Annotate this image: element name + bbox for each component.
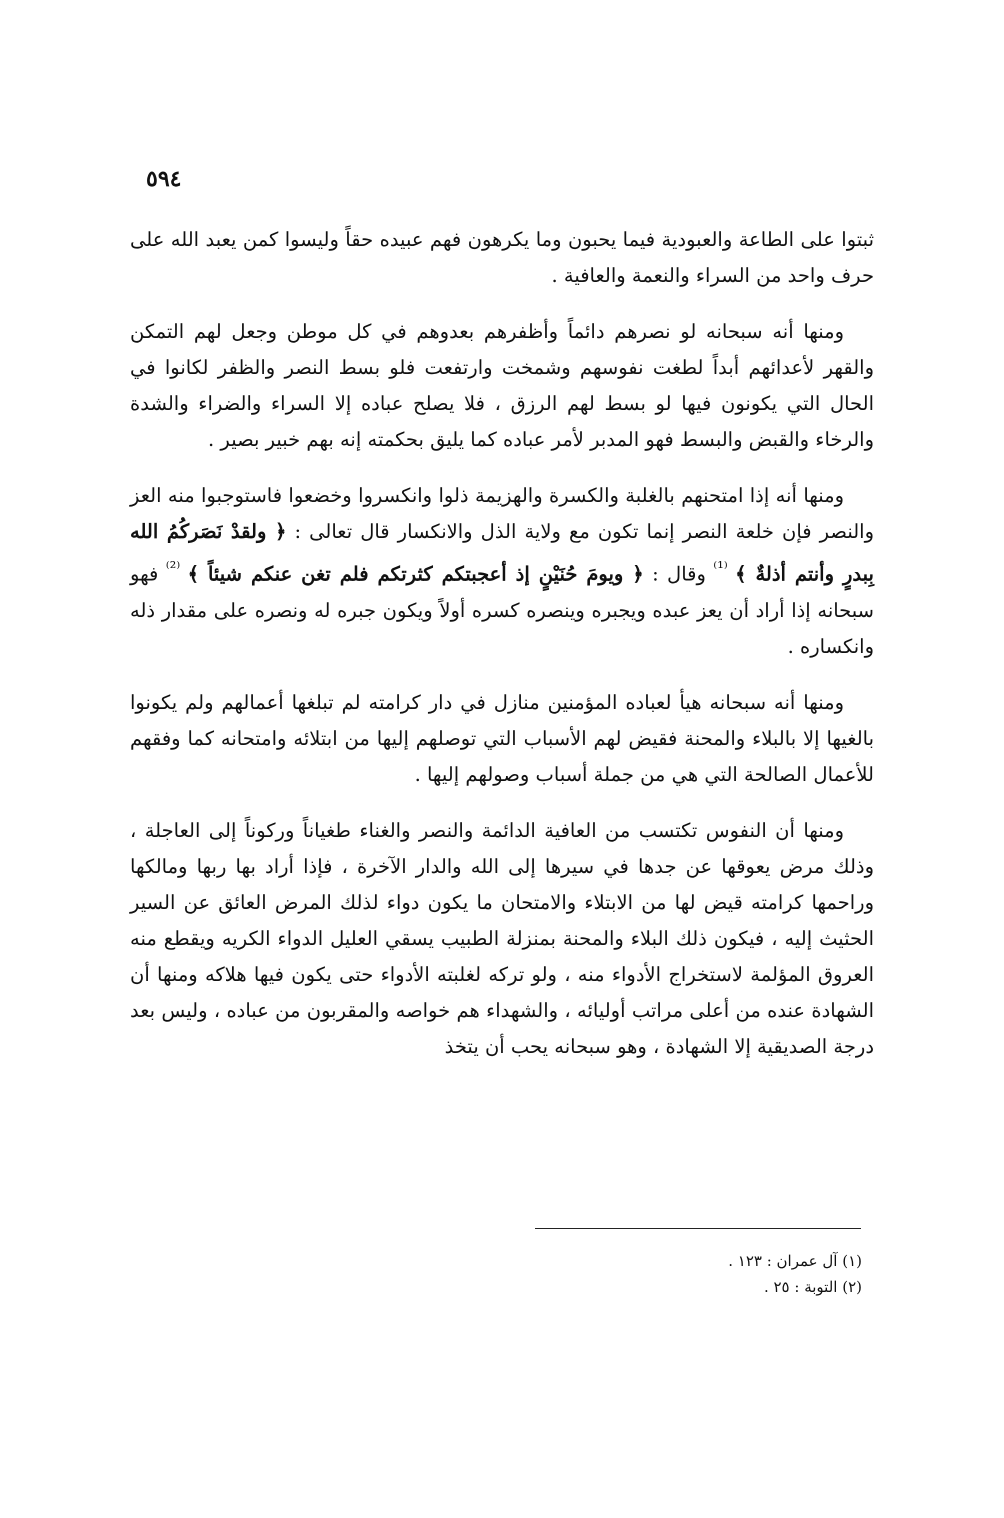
paragraph-3 (130, 478, 874, 665)
paragraph-3-text-a: ومنها أنه إذا امتحنهم بالغلبة والكسرة والهزيمة ذلوا وانكسروا وخضعوا فاستوجبوا منه العز والنصر فإن خلعة النصر إنما تكون مع ولاية الذل والانكسار قال تعالى : (130, 484, 874, 543)
footnote-divider (535, 1228, 861, 1229)
quran-verse-1: ﴿ ولقدْ نَصَركُمُ الله بِبدرٍ وأنتم أذلةٌ ﴾ (130, 520, 874, 586)
footnote-2: (٢) التوبة : ٢٥ . (763, 1278, 862, 1296)
paragraph-3-text-c: فهو سبحانه إذا أراد أن يعز عبده ويجبره وينصره كسره أولاً ويكون جبره له ونصره على مقدار ذله وانكساره . (130, 562, 874, 658)
main-text (130, 222, 874, 1085)
footnote-ref-2: ⁽²⁾ (158, 558, 188, 577)
footnote-ref-1: ⁽¹⁾ (705, 558, 736, 577)
page-number: ٥٩٤ (146, 166, 182, 192)
paragraph-2: ومنها أنه سبحانه لو نصرهم دائماً وأظفرهم بعدوهم في كل موطن وجعل لهم التمكن والقهر لأعدائهم أبداً لطغت نفوسهم وشمخت وارتفعت فلو بسط النصر والظفر لكانوا في الحال التي يكونون فيها لو بسط لهم الرزق ، فلا يصلح عباده إلا السراء والضراء والشدة والرخاء والقبض والبسط فهو المدبر لأمر عباده كما يليق بحكمته إنه بهم خبير بصير . (130, 320, 874, 451)
footnotes (530, 1248, 862, 1300)
paragraph-4: ومنها أنه سبحانه هيأ لعباده المؤمنين منازل في دار كرامته لم تبلغها أعمالهم ولم يكونوا بالغيها إلا بالبلاء والمحنة فقيض لهم الأسباب التي توصلهم إليها من ابتلائه وامتحانه كما وفقهم للأعمال الصالحة التي هي من جملة أسباب وصولهم إليها . (130, 690, 874, 786)
paragraph-1: ثبتوا على الطاعة والعبودية فيما يحبون وما يكرهون فهم عبيده حقاً وليسوا كمن يعبد الله على حرف واحد من السراء والنعمة والعافية . (130, 228, 874, 287)
footnote-1: (١) آل عمران : ١٢٣ . (728, 1252, 862, 1270)
paragraph-5: ومنها أن النفوس تكتسب من العافية الدائمة والنصر والغناء طغياناً وركوناً إلى العاجلة ، وذلك مرض يعوقها عن جدها في سيرها إلى الله والدار الآخرة ، فإذا أراد بها ربها ومالكها وراحمها كرامته قيض لها من الابتلاء والامتحان ما يكون دواء لذلك المرض العائق عن السير الحثيث إليه ، فيكون ذلك البلاء والمحنة بمنزلة الطبيب يسقي العليل الدواء الكريه ويقطع منه العروق المؤلمة لاستخراج الأدواء منه ، ولو تركه لغلبته الأدواء حتى يكون فيها هلاكه ومنها أن الشهادة عنده من أعلى مراتب أوليائه ، والشهداء هم خواصه والمقربون من عباده ، وليس بعد درجة الصديقية إلا الشهادة ، وهو سبحانه يحب أن يتخذ (130, 818, 874, 1058)
quran-verse-2: ﴿ ويومَ حُنَيْنٍ إذ أعجبتكم كثرتكم فلم تغن عنكم شيئاً ﴾ (187, 562, 644, 586)
paragraph-3-text-b: وقال : (643, 562, 706, 586)
